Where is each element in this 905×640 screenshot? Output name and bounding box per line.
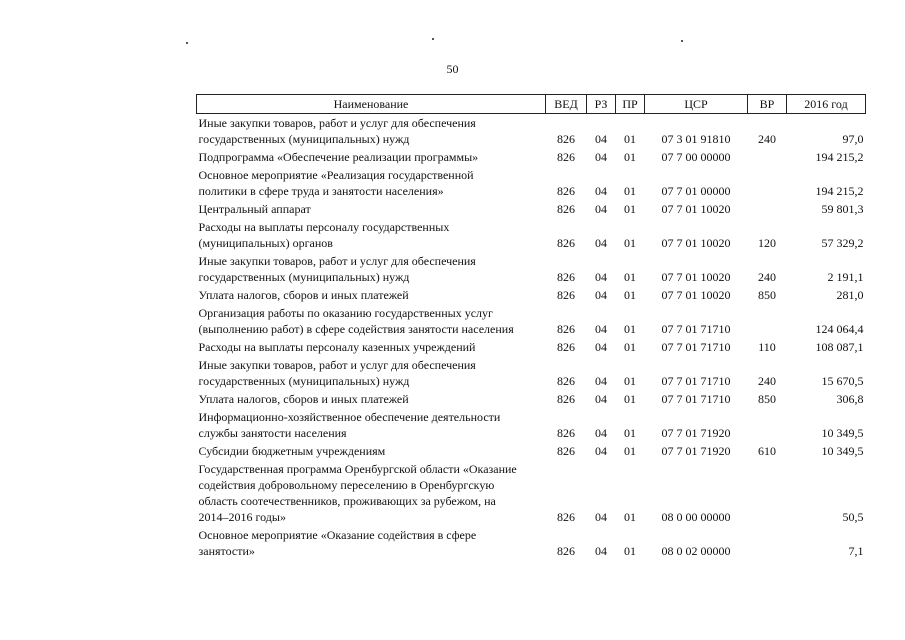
row-ved: 826 <box>557 544 575 558</box>
row-ved: 826 <box>557 270 575 284</box>
header-csr: ЦСР <box>645 95 748 114</box>
row-ved: 826 <box>557 202 575 216</box>
row-csr: 07 3 01 91810 <box>661 132 731 146</box>
row-rz: 04 <box>595 510 607 524</box>
page-number: 50 <box>446 62 459 76</box>
table-row <box>197 442 866 460</box>
row-name: Подпрограмма «Обеспечение реализации программы» <box>198 150 479 164</box>
row-rz: 04 <box>595 392 607 406</box>
header-rz: РЗ <box>587 95 616 114</box>
row-pr: 01 <box>624 544 636 558</box>
row-rz: 04 <box>595 270 607 284</box>
row-vr: 110 <box>758 340 776 354</box>
header-pr: ПР <box>616 95 645 114</box>
table-row <box>197 166 866 200</box>
row-rz: 04 <box>595 236 607 250</box>
row-sum: 7,1 <box>848 544 864 558</box>
table-row <box>197 218 866 252</box>
row-vr <box>748 304 787 338</box>
row-name: Иные закупки товаров, работ и услуг для обеспечения государственных (муниципальных) нужд <box>198 116 476 146</box>
scan-speck <box>432 38 434 40</box>
scan-speck <box>186 42 188 44</box>
row-name: Государственная программа Оренбургской области «Оказание содействия добровольному переселению в Оренбургскую область соотечественников, проживающих за рубежом, на 2014–2016 годы» <box>198 462 517 524</box>
row-rz: 04 <box>595 288 607 302</box>
table-row <box>197 390 866 408</box>
row-name: Расходы на выплаты персоналу государственных (муниципальных) органов <box>198 220 450 250</box>
table-row <box>197 304 866 338</box>
row-csr: 07 7 01 71710 <box>661 392 731 406</box>
row-pr: 01 <box>624 322 636 336</box>
row-csr: 07 7 01 10020 <box>661 270 731 284</box>
row-pr: 01 <box>624 150 636 164</box>
header-year: 2016 год <box>787 95 866 114</box>
row-sum: 281,0 <box>836 288 864 302</box>
row-sum: 15 670,5 <box>821 374 864 388</box>
row-vr <box>748 148 787 166</box>
row-vr <box>748 460 787 526</box>
row-ved: 826 <box>557 184 575 198</box>
row-ved: 826 <box>557 510 575 524</box>
row-vr <box>748 526 787 560</box>
table-row <box>197 338 866 356</box>
row-vr <box>748 166 787 200</box>
row-csr: 07 7 01 00000 <box>661 184 731 198</box>
table-row <box>197 286 866 304</box>
row-sum: 306,8 <box>836 392 864 406</box>
row-pr: 01 <box>624 288 636 302</box>
table-row <box>197 526 866 560</box>
row-rz: 04 <box>595 184 607 198</box>
row-name: Уплата налогов, сборов и иных платежей <box>198 392 409 406</box>
row-name: Основное мероприятие «Реализация государственной политики в сфере труда и занятости населения» <box>198 168 474 198</box>
row-vr: 120 <box>758 236 776 250</box>
row-rz: 04 <box>595 544 607 558</box>
table-row <box>197 460 866 526</box>
row-csr: 07 7 01 71710 <box>661 322 731 336</box>
row-name: Иные закупки товаров, работ и услуг для обеспечения государственных (муниципальных) нужд <box>198 358 476 388</box>
row-pr: 01 <box>624 374 636 388</box>
row-ved: 826 <box>557 340 575 354</box>
header-ved: ВЕД <box>546 95 587 114</box>
row-rz: 04 <box>595 374 607 388</box>
scan-speck <box>681 40 683 42</box>
row-csr: 07 7 01 10020 <box>661 288 731 302</box>
row-name: Иные закупки товаров, работ и услуг для обеспечения государственных (муниципальных) нужд <box>198 254 476 284</box>
row-name: Расходы на выплаты персоналу казенных учреждений <box>198 340 476 354</box>
row-ved: 826 <box>557 236 575 250</box>
row-ved: 826 <box>557 288 575 302</box>
row-sum: 194 215,2 <box>815 184 864 198</box>
row-csr: 07 7 01 71920 <box>661 444 731 458</box>
row-name: Субсидии бюджетным учреждениям <box>198 444 386 458</box>
table-row <box>197 114 866 149</box>
header-name: Наименование <box>197 95 546 114</box>
row-vr: 240 <box>758 374 776 388</box>
row-csr: 07 7 01 71710 <box>661 340 731 354</box>
row-name: Уплата налогов, сборов и иных платежей <box>198 288 409 302</box>
row-ved: 826 <box>557 392 575 406</box>
row-csr: 07 7 01 10020 <box>661 236 731 250</box>
row-pr: 01 <box>624 236 636 250</box>
table-header-row <box>197 95 866 114</box>
table-row <box>197 200 866 218</box>
table-body <box>197 114 866 561</box>
row-ved: 826 <box>557 150 575 164</box>
row-pr: 01 <box>624 202 636 216</box>
row-ved: 826 <box>557 444 575 458</box>
row-ved: 826 <box>557 132 575 146</box>
budget-table <box>196 94 866 560</box>
row-vr: 610 <box>758 444 776 458</box>
row-vr: 240 <box>758 270 776 284</box>
header-vr: ВР <box>748 95 787 114</box>
row-rz: 04 <box>595 322 607 336</box>
row-rz: 04 <box>595 150 607 164</box>
row-name: Организация работы по оказанию государственных услуг (выполнению работ) в сфере содействия занятости населения <box>198 306 514 336</box>
row-rz: 04 <box>595 202 607 216</box>
table-row <box>197 252 866 286</box>
row-sum: 124 064,4 <box>815 322 864 336</box>
row-sum: 2 191,1 <box>827 270 864 284</box>
row-csr: 08 0 02 00000 <box>661 544 731 558</box>
row-pr: 01 <box>624 426 636 440</box>
row-vr: 240 <box>758 132 776 146</box>
row-sum: 97,0 <box>842 132 864 146</box>
row-pr: 01 <box>624 444 636 458</box>
row-sum: 57 329,2 <box>821 236 864 250</box>
row-sum: 10 349,5 <box>821 444 864 458</box>
row-name: Информационно-хозяйственное обеспечение деятельности службы занятости населения <box>198 410 501 440</box>
row-vr <box>748 200 787 218</box>
row-csr: 07 7 01 71710 <box>661 374 731 388</box>
row-ved: 826 <box>557 374 575 388</box>
row-rz: 04 <box>595 132 607 146</box>
row-pr: 01 <box>624 184 636 198</box>
table-row <box>197 408 866 442</box>
row-csr: 07 7 01 10020 <box>661 202 731 216</box>
row-pr: 01 <box>624 510 636 524</box>
row-vr <box>748 408 787 442</box>
row-sum: 59 801,3 <box>821 202 864 216</box>
row-rz: 04 <box>595 340 607 354</box>
row-sum: 50,5 <box>842 510 864 524</box>
row-sum: 194 215,2 <box>815 150 864 164</box>
row-ved: 826 <box>557 322 575 336</box>
row-pr: 01 <box>624 340 636 354</box>
row-rz: 04 <box>595 444 607 458</box>
row-rz: 04 <box>595 426 607 440</box>
table-row <box>197 356 866 390</box>
row-name: Основное мероприятие «Оказание содействия в сфере занятости» <box>198 528 477 558</box>
row-ved: 826 <box>557 426 575 440</box>
table-row <box>197 148 866 166</box>
row-vr: 850 <box>758 392 776 406</box>
row-csr: 08 0 00 00000 <box>661 510 731 524</box>
row-pr: 01 <box>624 392 636 406</box>
row-pr: 01 <box>624 132 636 146</box>
row-name: Центральный аппарат <box>198 202 311 216</box>
row-csr: 07 7 01 71920 <box>661 426 731 440</box>
row-pr: 01 <box>624 270 636 284</box>
row-sum: 10 349,5 <box>821 426 864 440</box>
row-vr: 850 <box>758 288 776 302</box>
row-csr: 07 7 00 00000 <box>661 150 731 164</box>
row-sum: 108 087,1 <box>815 340 864 354</box>
